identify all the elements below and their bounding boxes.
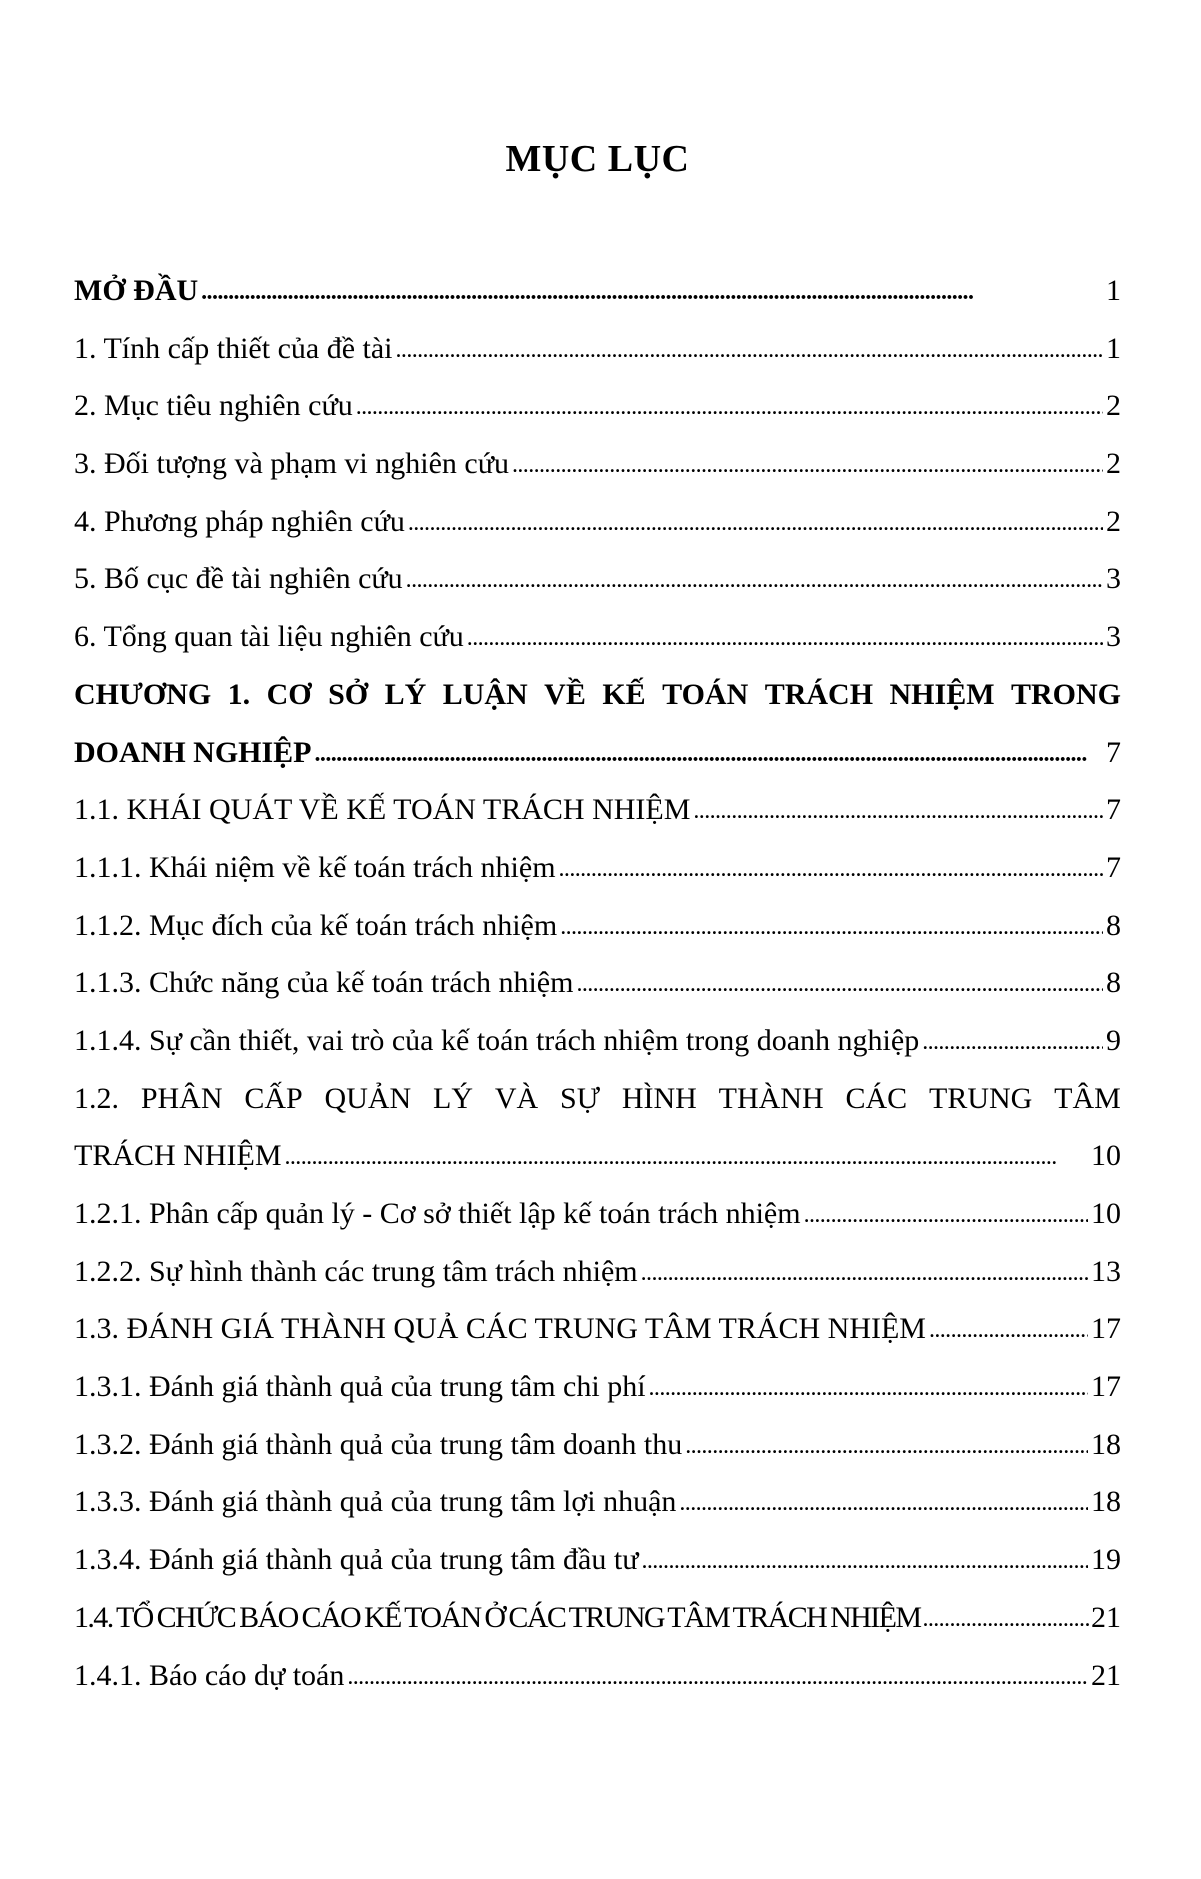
toc-page-number: 18 (1091, 1427, 1121, 1461)
toc-heading-word: 1. (227, 677, 251, 711)
dot-leader (408, 492, 1103, 553)
toc-entry-label: TRÁCH NHIỆM (74, 1139, 282, 1173)
toc-entry-label: 1.2.2. Sự hình thành các trung tâm trách nhiệm (74, 1254, 638, 1288)
toc-entry[interactable] (74, 1473, 1121, 1531)
toc-entry[interactable] (74, 1185, 1121, 1243)
toc-entry-label: 1.1.1. Khái niệm về kế toán trách nhiệm (74, 850, 556, 884)
toc-page-number: 21 (1091, 1600, 1121, 1634)
toc-page-number: 7 (1106, 793, 1121, 827)
toc-entry[interactable] (74, 839, 1121, 897)
dot-leader (929, 1299, 1088, 1360)
toc-page-number: 10 (1091, 1139, 1121, 1173)
page-title: MỤC LỤC (505, 138, 690, 180)
toc-heading-word: CƠ (266, 677, 312, 711)
toc-heading-word: SỰ (560, 1081, 600, 1115)
toc-entry[interactable] (74, 435, 1121, 493)
toc-page-number: 8 (1106, 908, 1121, 942)
toc-entry[interactable] (74, 320, 1121, 378)
toc-entry[interactable] (74, 954, 1121, 1012)
toc-entry-label: 1.1.2. Mục đích của kế toán trách nhiệm (74, 908, 558, 942)
dot-leader (285, 1126, 1089, 1187)
toc-heading-word: TÂM (1054, 1081, 1121, 1115)
toc-page-number: 13 (1091, 1254, 1121, 1288)
toc-heading-word: CẤP (244, 1081, 303, 1115)
toc-page-number: 21 (1091, 1658, 1121, 1692)
dot-leader (560, 896, 1103, 957)
toc-heading-word: TRÁCH (764, 677, 874, 711)
toc-page-number: 10 (1091, 1197, 1121, 1230)
toc-heading-word: CÁC (845, 1081, 908, 1115)
dot-leader (356, 376, 1103, 437)
toc-page-number: 17 (1091, 1370, 1121, 1404)
toc-page-number: 2 (1106, 389, 1121, 423)
toc-entry[interactable] (74, 781, 1121, 839)
toc-heading-word: KẾ (602, 677, 646, 711)
dot-leader (649, 1357, 1088, 1418)
toc-page-number: 8 (1106, 966, 1121, 1000)
toc-page-number: 3 (1106, 620, 1121, 654)
toc-entry-heading-line[interactable] (74, 666, 1121, 724)
toc-entry[interactable] (74, 377, 1121, 435)
toc-entry-heading-line[interactable] (74, 1070, 1121, 1128)
toc-heading-word: TRONG (1010, 677, 1121, 711)
toc-page-number: 2 (1106, 504, 1121, 538)
toc-heading-word: NHIỆM (889, 677, 995, 711)
toc-page-number: 9 (1106, 1023, 1121, 1057)
dot-leader (347, 1646, 1088, 1707)
dot-leader (201, 261, 1103, 322)
dot-leader (559, 838, 1103, 899)
toc-entry-label: 1.3.2. Đánh giá thành quả của trung tâm doanh thu (74, 1427, 683, 1461)
toc-heading-word: VÀ (494, 1081, 539, 1115)
toc-entry-label: 1.1.3. Chức năng của kế toán trách nhiệm (74, 966, 574, 1000)
dot-leader (922, 1588, 1089, 1649)
table-of-contents (74, 262, 1121, 1704)
toc-heading-word: LÝ (384, 677, 427, 711)
toc-entry-label: 6. Tổng quan tài liệu nghiên cứu (74, 620, 464, 654)
toc-heading-word: HÌNH (621, 1081, 697, 1115)
toc-entry[interactable] (74, 1647, 1121, 1705)
toc-entry[interactable] (74, 608, 1121, 666)
dot-leader (804, 1184, 1088, 1245)
dot-leader (641, 1242, 1088, 1303)
toc-entry[interactable] (74, 1531, 1121, 1589)
toc-entry[interactable] (74, 493, 1121, 551)
toc-page-number: 17 (1091, 1312, 1121, 1346)
toc-page-number: 2 (1106, 447, 1121, 481)
toc-entry-label: MỞ ĐẦU (74, 274, 199, 307)
dot-leader (396, 319, 1103, 380)
toc-entry-label: 1.3.3. Đánh giá thành quả của trung tâm lợi nhuận (74, 1485, 677, 1519)
dot-leader (685, 1415, 1088, 1476)
toc-page-number: 3 (1106, 562, 1121, 596)
toc-page-number: 7 (1106, 850, 1121, 884)
toc-entry-label: 1.3.1. Đánh giá thành quả của trung tâm chi phí (74, 1370, 646, 1404)
toc-entry[interactable] (74, 1127, 1121, 1185)
toc-entry[interactable] (74, 724, 1121, 782)
toc-entry-label: 1.3. ĐÁNH GIÁ THÀNH QUẢ CÁC TRUNG TÂM TRÁCH NHIỆM (74, 1312, 926, 1346)
toc-entry-label: 1.1. KHÁI QUÁT VỀ KẾ TOÁN TRÁCH NHIỆM (74, 793, 691, 827)
toc-heading-word: LÝ (433, 1081, 474, 1115)
toc-entry-label: DOANH NGHIỆP (74, 735, 312, 769)
toc-heading-word: THÀNH (718, 1081, 824, 1115)
toc-entry-label: 5. Bố cục đề tài nghiên cứu (74, 562, 403, 596)
dot-leader (576, 953, 1103, 1014)
toc-entry-label: 3. Đối tượng và phạm vi nghiên cứu (74, 447, 509, 481)
toc-page-number: 7 (1106, 735, 1121, 769)
toc-entry-label: 2. Mục tiêu nghiên cứu (74, 389, 353, 423)
toc-entry-label: 1.4. TỔ CHỨC BÁO CÁO KẾ TOÁN Ở CÁC TRUNG TÂM TRÁCH NHIỆM (74, 1600, 921, 1634)
toc-heading-word: LUẬN (442, 677, 528, 711)
dot-leader (679, 1472, 1088, 1533)
toc-heading-word: TRUNG (929, 1081, 1033, 1115)
toc-page-number: 1 (1106, 331, 1121, 365)
toc-heading-word: PHÂN (140, 1081, 223, 1115)
toc-heading-word: QUẢN (324, 1081, 412, 1115)
toc-entry-label: 1.2.1. Phân cấp quản lý - Cơ sở thiết lập kế toán trách nhiệm (74, 1197, 801, 1230)
toc-page-number: 1 (1106, 274, 1121, 307)
toc-entry[interactable] (74, 1589, 1121, 1647)
toc-entry-label: 1.4.1. Báo cáo dự toán (74, 1658, 345, 1692)
toc-entry[interactable] (74, 550, 1121, 608)
toc-entry-label: 1. Tính cấp thiết của đề tài (74, 331, 393, 365)
toc-page-number: 19 (1091, 1543, 1121, 1577)
toc-entry[interactable] (74, 1416, 1121, 1474)
dot-leader (693, 780, 1103, 841)
dot-leader (315, 723, 1103, 784)
dot-leader (922, 1011, 1103, 1072)
toc-heading-word: SỞ (328, 677, 369, 711)
toc-entry-label: 4. Phương pháp nghiên cứu (74, 504, 405, 538)
toc-entry[interactable] (74, 897, 1121, 955)
toc-entry[interactable] (74, 1243, 1121, 1301)
toc-entry[interactable] (74, 262, 1121, 320)
toc-entry-label: 1.3.4. Đánh giá thành quả của trung tâm đầu tư (74, 1543, 639, 1577)
dot-leader (512, 434, 1103, 495)
toc-entry-label: 1.1.4. Sự cần thiết, vai trò của kế toán trách nhiệm trong doanh nghiệp (74, 1023, 920, 1057)
dot-leader (467, 607, 1103, 668)
toc-entry[interactable] (74, 1300, 1121, 1358)
toc-entry[interactable] (74, 1358, 1121, 1416)
toc-heading-word: CHƯƠNG (74, 677, 212, 711)
toc-page-number: 18 (1091, 1485, 1121, 1519)
toc-heading-word: VỀ (544, 677, 586, 711)
toc-heading-word: TOÁN (662, 677, 749, 711)
dot-leader (641, 1530, 1088, 1591)
toc-heading-word: 1.2. (74, 1081, 119, 1115)
dot-leader (406, 549, 1103, 610)
toc-entry[interactable] (74, 1012, 1121, 1070)
